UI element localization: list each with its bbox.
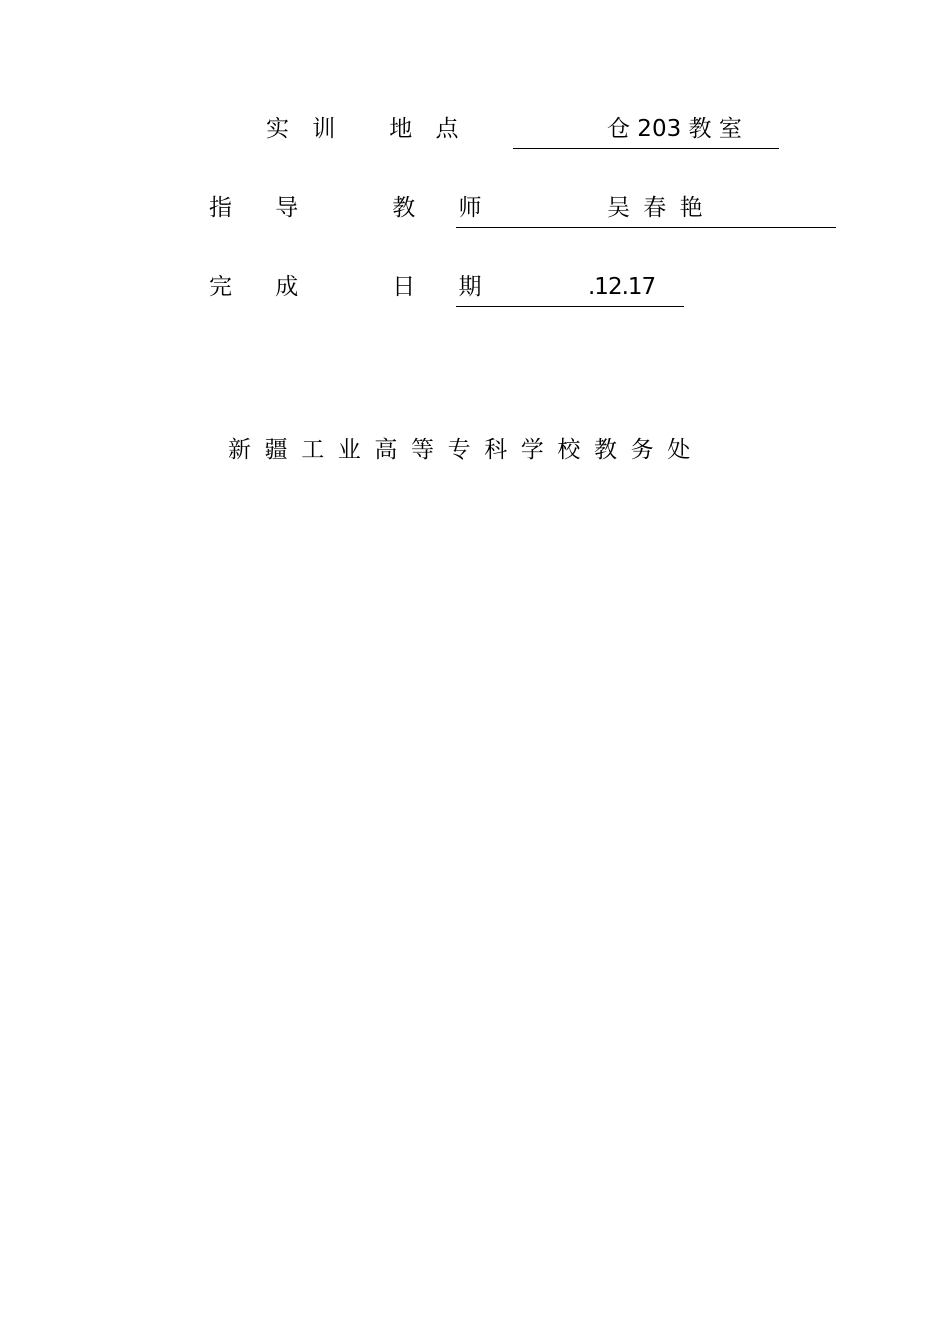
location-row [0, 109, 950, 149]
instructor-row [0, 188, 950, 228]
location-label-text: 实 训 地 点 [266, 116, 467, 142]
instructor-label-text: 指 导 教 师 [209, 195, 500, 221]
location-label [266, 109, 467, 149]
footer [0, 430, 950, 470]
date-label-text: 完 成 日 期 [209, 274, 500, 300]
date-row [0, 267, 950, 307]
instructor-value: 吴 春 艳 [607, 195, 706, 221]
organization-name: 新疆工业高等专科学校教务处 [228, 437, 704, 463]
location-value: 仓 203 教 室 [607, 116, 742, 142]
date-value: .12.17 [588, 274, 656, 300]
